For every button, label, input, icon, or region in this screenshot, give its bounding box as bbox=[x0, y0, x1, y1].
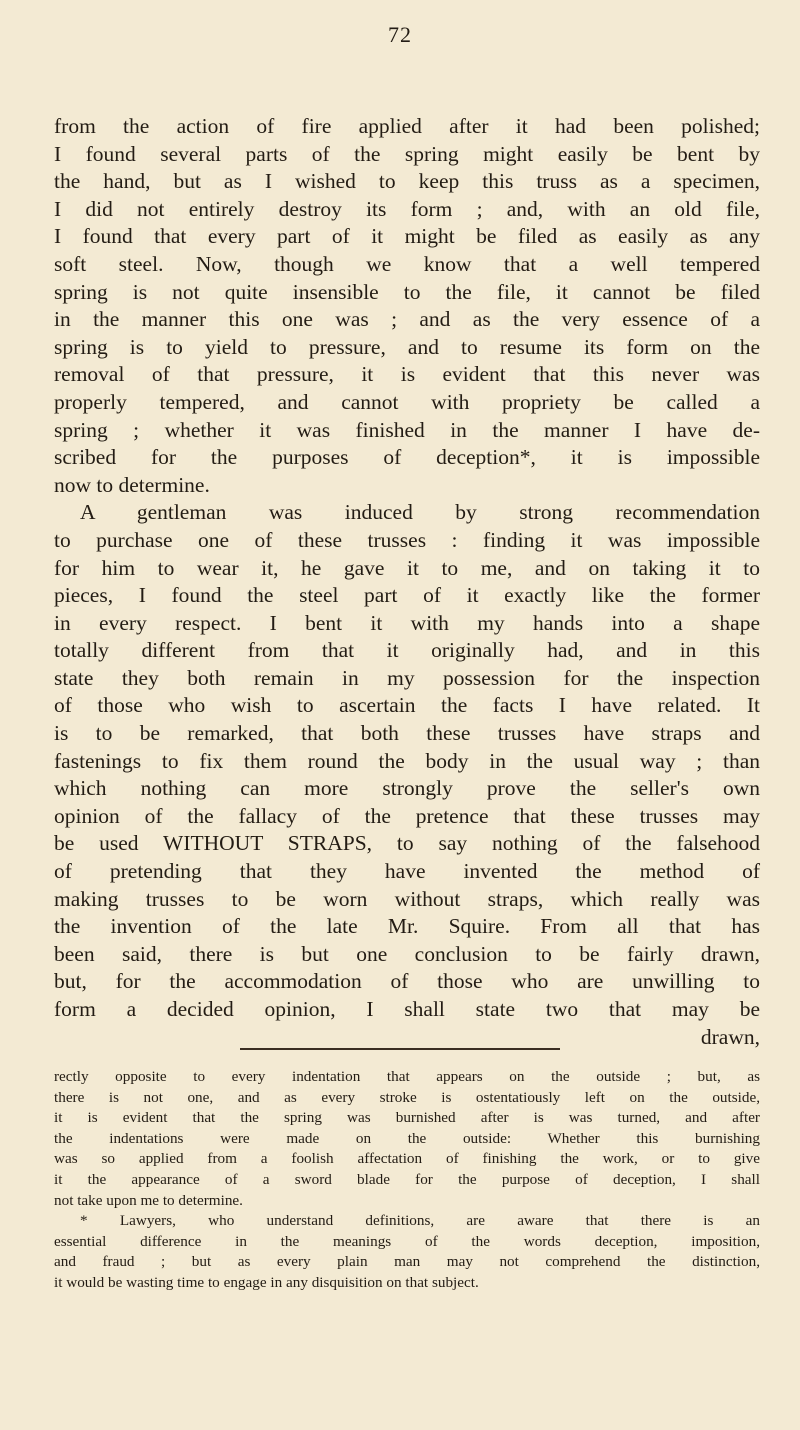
body-line: properly tempered, and cannot with propriety be called a bbox=[54, 389, 760, 414]
body-line: I did not entirely destroy its form ; and, with an old file, bbox=[54, 196, 760, 221]
body-line: now to determine. bbox=[54, 472, 210, 497]
footnote-line: essential difference in the meanings of the words deception, imposition, bbox=[54, 1232, 760, 1250]
footnote-divider bbox=[240, 1048, 560, 1050]
body-line: making trusses to be worn without straps, which really was bbox=[54, 886, 760, 911]
body-line: totally different from that it originally had, and in this bbox=[54, 638, 760, 663]
footnote-line: rectly opposite to every indentation that appears on the outside ; but, as bbox=[54, 1068, 760, 1085]
body-line: scribed for the purposes of deception*, it is impossible bbox=[54, 445, 760, 470]
footnote-line: there is not one, and as every stroke is ostentatiously left on the outside, bbox=[54, 1088, 760, 1106]
footnotes bbox=[54, 1067, 760, 1294]
body-line: be used WITHOUT STRAPS, to say nothing of the falsehood bbox=[54, 831, 760, 856]
footnote-line: not take upon me to determine. bbox=[54, 1191, 243, 1209]
body-line: I found several parts of the spring might easily be bent by bbox=[54, 141, 760, 166]
body-line: pieces, I found the steel part of it exactly like the former bbox=[54, 583, 760, 608]
body-line: spring is not quite insensible to the file, it cannot be filed bbox=[54, 279, 760, 304]
body-line: but, for the accommodation of those who are unwilling to bbox=[54, 969, 760, 994]
body-line: in the manner this one was ; and as the very essence of a bbox=[54, 307, 760, 332]
body-line: spring is to yield to pressure, and to resume its form on the bbox=[54, 334, 760, 359]
body-line: in every respect. I bent it with my hands into a shape bbox=[54, 610, 760, 635]
body-line: opinion of the fallacy of the pretence that these trusses may bbox=[54, 803, 760, 828]
body-line: is to be remarked, that both these trusses have straps and bbox=[54, 721, 760, 746]
body-line: of those who wish to ascertain the facts I have related. It bbox=[54, 693, 760, 718]
body-line: soft steel. Now, though we know that a well tempered bbox=[54, 251, 760, 276]
footnote-line: the indentations were made on the outside: Whether this burnishing bbox=[54, 1129, 760, 1147]
body-line: fastenings to fix them round the body in the usual way ; than bbox=[54, 748, 760, 773]
body-text bbox=[54, 113, 760, 1051]
body-line: to purchase one of these trusses : finding it was impossible bbox=[54, 527, 760, 552]
body-line: from the action of fire applied after it had been polished; bbox=[54, 114, 760, 138]
body-line: removal of that pressure, it is evident that this never was bbox=[54, 362, 760, 387]
footnote-line: and fraud ; but as every plain man may not comprehend the distinction, bbox=[54, 1253, 760, 1271]
body-line: form a decided opinion, I shall state two that may be bbox=[54, 997, 760, 1021]
footnote-line: * Lawyers, who understand definitions, are aware that there is an bbox=[80, 1212, 760, 1230]
body-line: state they both remain in my possession for the inspection bbox=[54, 665, 760, 690]
footnote-line: was so applied from a foolish affectation of finishing the work, or to give bbox=[54, 1150, 760, 1168]
body-line: been said, there is but one conclusion to be fairly drawn, bbox=[54, 941, 760, 966]
footnote-line: it the appearance of a sword blade for the purpose of deception, I shall bbox=[54, 1170, 760, 1188]
body-line: I found that every part of it might be filed as easily as any bbox=[54, 224, 760, 249]
body-line: the invention of the late Mr. Squire. From all that has bbox=[54, 914, 760, 939]
body-line: spring ; whether it was finished in the manner I have de- bbox=[54, 417, 760, 442]
body-line: of pretending that they have invented the method of bbox=[54, 859, 760, 884]
footnote-line: it is evident that the spring was burnished after is was turned, and after bbox=[54, 1109, 760, 1127]
body-line: which nothing can more strongly prove the seller's own bbox=[54, 776, 760, 801]
footnote-line: it would be wasting time to engage in any disquisition on that subject. bbox=[54, 1273, 479, 1291]
page-number: 72 bbox=[388, 22, 412, 47]
body-line: drawn, bbox=[700, 1024, 760, 1049]
body-line: the hand, but as I wished to keep this truss as a specimen, bbox=[54, 169, 760, 194]
body-line: for him to wear it, he gave it to me, and on taking it to bbox=[54, 555, 760, 580]
body-line: A gentleman was induced by strong recommendation bbox=[80, 500, 760, 525]
